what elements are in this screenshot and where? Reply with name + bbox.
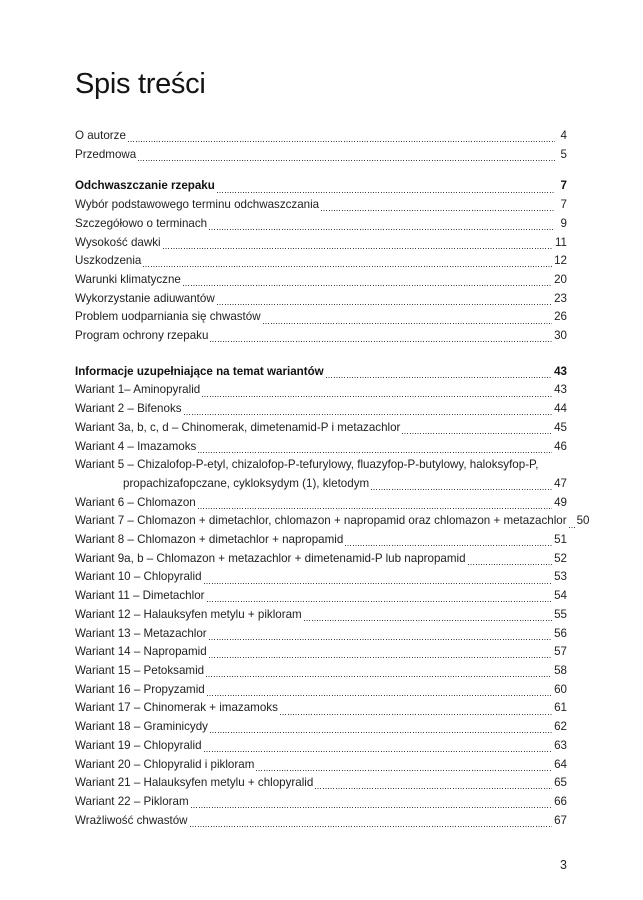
toc-entry (75, 215, 567, 234)
toc-entry (75, 234, 567, 253)
page-number: 3 (560, 858, 567, 872)
leader-dots (569, 527, 575, 528)
toc-entry (75, 290, 567, 309)
toc-entry-page: 46 (554, 439, 567, 453)
leader-dots (345, 545, 552, 546)
toc-entry (75, 438, 567, 457)
leader-dots (210, 341, 552, 342)
toc-entry-page: 65 (554, 776, 567, 790)
toc-entry-page: 57 (554, 645, 567, 659)
toc-entry-page: 4 (560, 129, 567, 142)
toc-group (75, 363, 590, 831)
toc-entry (75, 381, 567, 400)
toc-entry-label: Wariant 11 – Dimetachlor (75, 589, 205, 603)
toc-entry-label: Wariant 1– Aminopyralid (75, 383, 201, 397)
toc-entry-label: Wariant 8 – Chlomazon + dimetachlor + napropamid (75, 533, 344, 547)
toc-entry-label: Wariant 13 – Metazachlor (75, 626, 207, 640)
toc-entry (75, 363, 567, 382)
toc-entry-page: 9 (560, 216, 567, 230)
toc-entry-label: Wariant 6 – Chlomazon (75, 495, 196, 509)
leader-dots (371, 489, 552, 490)
toc-entry-label: Wariant 3a, b, c, d – Chinomerak, dimetenamid-P i metazachlor (75, 420, 401, 434)
toc-entry-label: Wariant 21 – Halauksyfen metylu + chlopyralid (75, 776, 314, 790)
leader-dots (209, 229, 555, 230)
toc-group (75, 177, 567, 345)
toc-entry-label: Wariant 12 – Halauksyfen metylu + pikloram (75, 607, 302, 621)
toc-entry-page: 44 (554, 402, 567, 416)
toc-entry-page: 61 (554, 701, 567, 715)
toc-entry-page: 53 (554, 570, 567, 584)
toc-entry-label: O autorze (75, 129, 126, 142)
toc-entry-page: 51 (554, 533, 567, 547)
toc-entry-page: 12 (554, 254, 567, 268)
toc-entry-label: Wariant 20 – Chlopyralid i pikloram (75, 757, 255, 771)
toc-entry-page: 23 (554, 291, 567, 305)
toc-entry-label: Wariant 17 – Chinomerak + imazamoks (75, 701, 278, 715)
leader-dots (280, 714, 552, 715)
leader-dots (402, 433, 552, 434)
toc-entry-page: 67 (554, 813, 567, 827)
toc-entry-label: Wariant 15 – Petoksamid (75, 663, 205, 677)
toc-entry-label: Wariant 5 – Chizalofop-P-etyl, chizalofop-P-tefurylowy, fluazyfop-P-butylowy, haloksyfop-P, (75, 458, 539, 472)
leader-dots (191, 807, 552, 808)
leader-dots (315, 788, 552, 789)
toc-entry (75, 550, 567, 569)
toc-entry (75, 419, 567, 438)
leader-dots (326, 377, 552, 378)
toc-entry-page: 60 (554, 682, 567, 696)
toc-entry-label: Uszkodzenia (75, 254, 142, 268)
toc-entry (75, 271, 567, 290)
toc-entry-page: 7 (560, 179, 567, 193)
toc-entry-label: Warunki klimatyczne (75, 272, 181, 286)
page-title: Spis treści (75, 68, 206, 100)
leader-dots (204, 583, 553, 584)
toc-entry-label: Problem uodparniania się chwastów (75, 310, 261, 324)
toc-entry (75, 327, 567, 346)
toc-entry-page: 45 (554, 420, 567, 434)
toc-entry (75, 127, 567, 146)
leader-dots (207, 601, 553, 602)
toc-entry-label: Wariant 18 – Graminicydy (75, 720, 208, 734)
toc-entry-label: Wariant 9a, b – Chlomazon + metazachlor + dimetenamid-P lub napropamid (75, 551, 466, 565)
leader-dots (128, 141, 555, 142)
toc-entry-label: Wariant 2 – Bifenoks (75, 402, 182, 416)
toc-entry-label: Wariant 14 – Napropamid (75, 645, 207, 659)
leader-dots (183, 285, 552, 286)
toc-entry-page: 11 (554, 235, 567, 249)
toc-entry-page: 66 (554, 794, 567, 808)
leader-dots (198, 452, 552, 453)
toc-entry (75, 456, 567, 475)
toc-entry-label: Wariant 19 – Chlopyralid (75, 738, 202, 752)
leader-dots (206, 676, 552, 677)
toc-entry-page: 26 (554, 310, 567, 324)
toc-entry (75, 531, 567, 550)
toc-entry-label: Przedmowa (75, 147, 137, 161)
toc-entry-label: Wariant 10 – Chlopyralid (75, 570, 202, 584)
toc-entry (75, 793, 567, 812)
toc-entry-label: Program ochrony rzepaku (75, 329, 209, 343)
leader-dots (207, 695, 552, 696)
toc-entry (75, 177, 567, 196)
leader-dots (209, 639, 552, 640)
toc-entry-label: Wariant 16 – Propyzamid (75, 682, 205, 696)
toc-entry (75, 146, 567, 165)
leader-dots (210, 732, 552, 733)
leader-dots (204, 751, 553, 752)
leader-dots (143, 266, 552, 267)
toc-entry-page: 43 (554, 383, 567, 397)
toc-entry-page: 64 (554, 757, 567, 771)
toc-group (75, 127, 567, 164)
toc-entry-page: 63 (554, 738, 567, 752)
toc-entry-page: 56 (554, 626, 567, 640)
toc-entry (75, 699, 567, 718)
toc-entry-page: 55 (554, 607, 567, 621)
leader-dots (263, 323, 552, 324)
toc-entry-page: 43 (554, 364, 567, 378)
leader-dots (209, 657, 552, 658)
table-of-contents (75, 127, 590, 830)
toc-entry (75, 812, 567, 831)
leader-dots (304, 620, 552, 621)
toc-entry (75, 512, 590, 531)
toc-entry (75, 625, 567, 644)
toc-entry (75, 475, 567, 494)
toc-entry-page: 30 (554, 329, 567, 343)
toc-entry-page: 7 (560, 198, 567, 212)
toc-entry (75, 737, 567, 756)
leader-dots (217, 192, 555, 193)
toc-entry-label: Wariant 7 – Chlomazon + dimetachlor, chlomazon + napropamid oraz chlomazon + metazachlor (75, 514, 567, 528)
toc-entry-page: 52 (554, 551, 567, 565)
leader-dots (321, 210, 555, 211)
toc-entry-page: 20 (554, 272, 567, 286)
toc-entry (75, 643, 567, 662)
leader-dots (468, 564, 553, 565)
leader-dots (202, 396, 552, 397)
toc-entry (75, 718, 567, 737)
toc-entry-page: 5 (560, 147, 567, 161)
toc-entry (75, 252, 567, 271)
toc-entry-label: Wariant 22 – Pikloram (75, 794, 189, 808)
toc-entry-page: 58 (554, 663, 567, 677)
toc-entry (75, 196, 567, 215)
toc-entry-page: 54 (554, 589, 567, 603)
toc-entry-label: Wrażliwość chwastów (75, 813, 188, 827)
toc-entry (75, 606, 567, 625)
toc-entry (75, 662, 567, 681)
toc-entry (75, 568, 567, 587)
toc-entry (75, 681, 567, 700)
leader-dots (184, 414, 553, 415)
toc-entry (75, 587, 567, 606)
toc-entry-label: Szczegółowo o terminach (75, 216, 208, 230)
toc-entry-page: 62 (554, 720, 567, 734)
toc-entry-label: Wariant 4 – Imazamoks (75, 439, 197, 453)
toc-entry-label: Wykorzystanie adiuwantów (75, 291, 215, 305)
leader-dots (138, 160, 555, 161)
toc-entry (75, 494, 567, 513)
toc-entry (75, 400, 567, 419)
toc-entry (75, 308, 567, 327)
toc-entry-label: Odchwaszczanie rzepaku (75, 179, 215, 193)
toc-entry (75, 774, 567, 793)
leader-dots (198, 508, 552, 509)
toc-entry-label: Wysokość dawki (75, 235, 161, 249)
toc-entry-label: Wybór podstawowego terminu odchwaszczania (75, 198, 320, 212)
leader-dots (190, 826, 553, 827)
toc-entry-page: 47 (554, 476, 567, 490)
toc-entry-page: 50 (576, 514, 590, 528)
leader-dots (163, 248, 553, 249)
toc-entry (75, 756, 567, 775)
leader-dots (217, 304, 552, 305)
toc-entry-label: Informacje uzupełniające na temat wariantów (75, 364, 324, 378)
leader-dots (256, 770, 552, 771)
toc-entry-page: 49 (554, 495, 567, 509)
toc-entry-label: propachizafopczane, cykloksydym (1), kletodym (123, 476, 370, 490)
